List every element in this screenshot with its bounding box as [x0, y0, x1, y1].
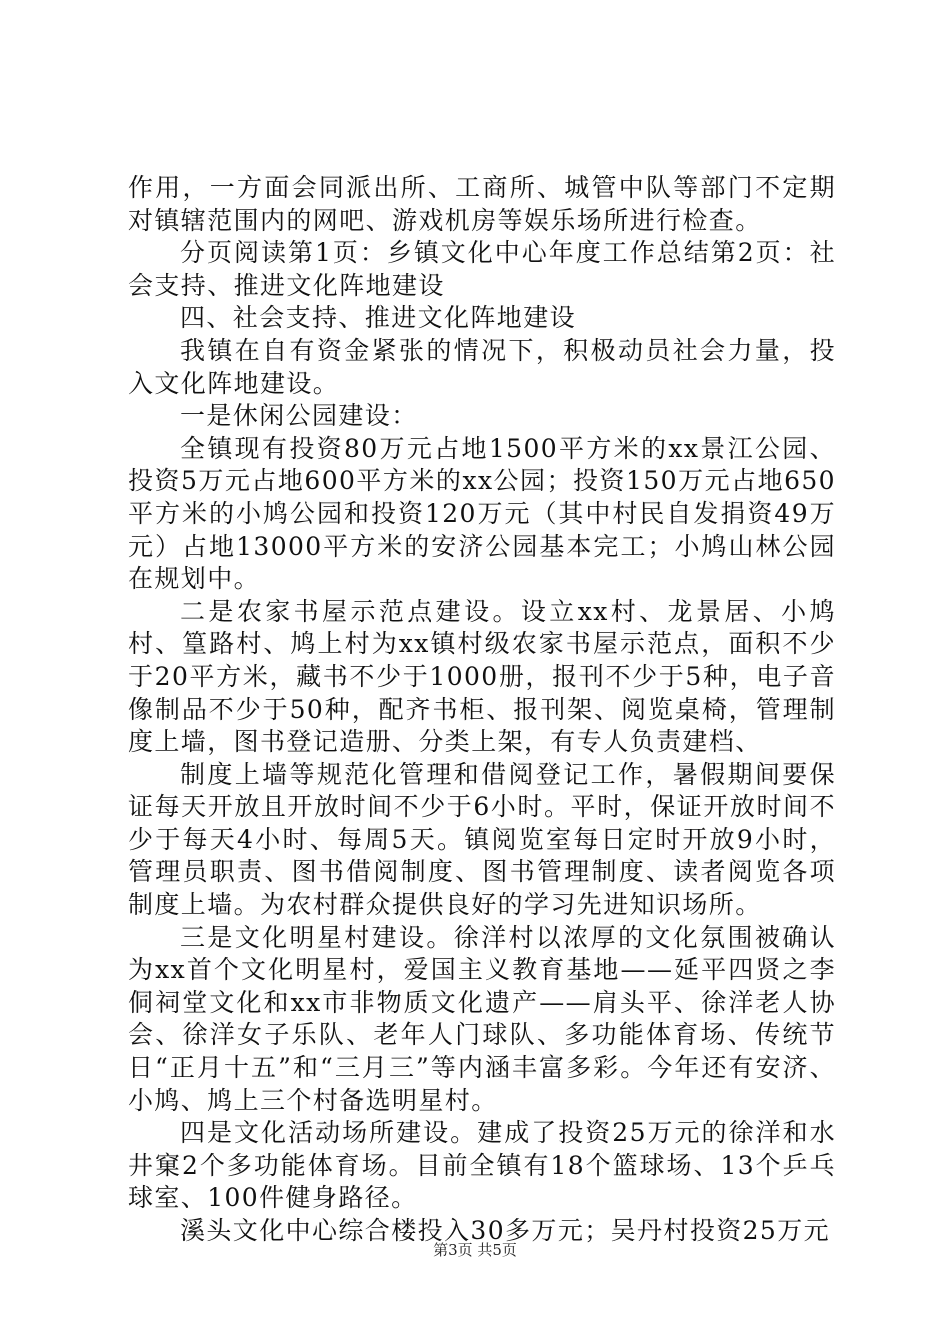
paragraph-star-village: 三是文化明星村建设。徐洋村以浓厚的文化氛围被确认为xx首个文化明星村，爱国主义教育基地——延平四贤之李侗祠堂文化和xx市非物质文化遗产——肩头平、徐洋老人协会、徐洋女子乐队、老年人门球队、多功能体育场、传统节日“正月十五”和“三月三”等内涵丰富多彩。今年还有安济、小鸠、鸠上三个村备选明星村。 — [128, 922, 836, 1115]
paragraph-management: 制度上墙等规范化管理和借阅登记工作，暑假期间要保证每天开放且开放时间不少于6小时。平时，保证开放时间不少于每天4小时、每周5天。镇阅览室每日定时开放9小时，管理员职责、图书借阅制度、图书管理制度、读者阅览各项制度上墙。为农村群众提供良好的学习先进知识场所。 — [128, 759, 836, 920]
paragraph-2: 分页阅读第1页：乡镇文化中心年度工作总结第2页：社会支持、推进文化阵地建设 — [128, 238, 836, 300]
section-heading: 四、社会支持、推进文化阵地建设 — [180, 303, 577, 333]
subheading-parks: 一是休闲公园建设： — [180, 401, 418, 431]
paragraph-venues: 四是文化活动场所建设。建成了投资25万元的徐洋和水井窠2个多功能体育场。目前全镇有18个篮球场、13个乒乓球室、100件健身路径。 — [128, 1118, 836, 1213]
paragraph-bookhouse: 二是农家书屋示范点建设。设立xx村、龙景居、小鸠村、篁路村、鸠上村为xx镇村级农家书屋示范点，面积不少于20平方米，藏书不少于1000册，报刊不少于5种，电子音像制品不少于50种，配齐书柜、报刊架、阅览桌椅，管理制度上墙，图书登记造册、分类上架，有专人负责建档、 — [128, 596, 836, 757]
paragraph-xitou: 溪头文化中心综合楼投入30多万元；吴丹村投资25万元 — [180, 1216, 831, 1245]
paragraph-parks: 全镇现有投资80万元占地1500平方米的xx景江公园、投资5万元占地600平方米的xx公园；投资150万元占地650平方米的小鸠公园和投资120万元（其中村民自发捐资49万元）占地13000平方米的安济公园基本完工；小鸠山林公园在规划中。 — [128, 433, 836, 594]
page-footer: 第3页 共5页 — [433, 1241, 517, 1259]
document-body — [128, 172, 836, 1248]
paragraph-1: 作用，一方面会同派出所、工商所、城管中队等部门不定期对镇辖范围内的网吧、游戏机房等娱乐场所进行检查。 — [128, 173, 836, 235]
paragraph-4: 我镇在自有资金紧张的情况下，积极动员社会力量，投入文化阵地建设。 — [128, 335, 836, 398]
